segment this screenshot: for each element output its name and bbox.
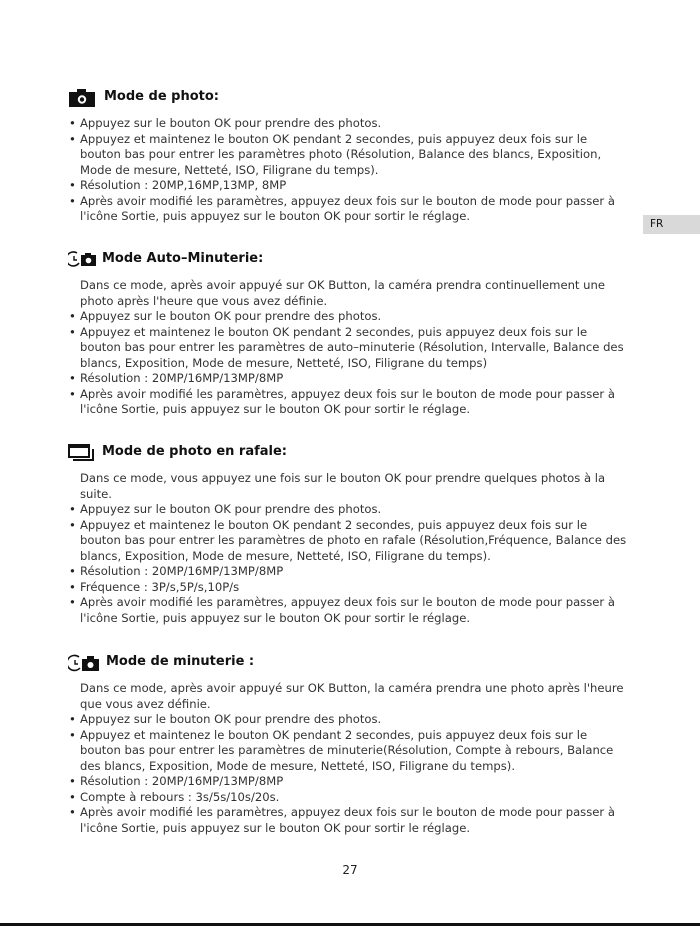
section-self-timer-mode: [68, 250, 628, 418]
section-intro: Dans ce mode, vous appuyez une fois sur le bouton OK pour prendre quelques photos à la suite.: [80, 471, 606, 501]
list-item: • Appuyez sur le bouton OK pour prendre des photos.: [68, 116, 628, 132]
list-item: • Après avoir modifié les paramètres, appuyez deux fois sur le bouton de mode pour passer à l'icône Sortie, puis appuyez sur le bouton OK pour sortir le réglage.: [68, 387, 628, 418]
list-item: • Résolution : 20MP,16MP,13MP, 8MP: [68, 178, 628, 194]
section-heading: [68, 443, 628, 465]
timer-camera-icon: [68, 653, 100, 677]
section-title: Mode Auto–Minuterie:: [102, 251, 264, 266]
list-item: • Résolution : 20MP/16MP/13MP/8MP: [68, 774, 628, 790]
language-tab: FR: [643, 215, 700, 234]
section-title: Mode de photo en rafale:: [102, 444, 288, 459]
self-timer-camera-icon: [68, 250, 98, 272]
list-item: • Appuyez sur le bouton OK pour prendre des photos.: [68, 712, 628, 728]
list-item: • Appuyez et maintenez le bouton OK pendant 2 secondes, puis appuyez deux fois sur le bouton bas pour entrer les paramètres de minuterie(Résolution, Compte à rebours, Balance des blancs, Exposition, Mode de mesure, Netteté, ISO, Filigrane du temps).: [68, 728, 628, 775]
list-item: • Après avoir modifié les paramètres, appuyez deux fois sur le bouton de mode pour passer à l'icône Sortie, puis appuyez sur le bouton OK pour sortir le réglage.: [68, 194, 628, 225]
section-heading: [68, 250, 628, 272]
section-intro: Dans ce mode, après avoir appuyé sur OK Button, la caméra prendra une photo après l'heure que vous avez définie.: [80, 681, 624, 711]
page-number: 27: [342, 863, 358, 877]
section-photo-mode: [68, 88, 628, 225]
list-item: • Résolution : 20MP/16MP/13MP/8MP: [68, 371, 628, 387]
camera-icon: [68, 88, 96, 112]
section-heading: [68, 88, 628, 110]
burst-photo-icon: [68, 443, 96, 467]
list-item: • Après avoir modifié les paramètres, appuyez deux fois sur le bouton de mode pour passer à l'icône Sortie, puis appuyez sur le bouton OK pour sortir le réglage.: [68, 805, 628, 836]
list-item: • Appuyez sur le bouton OK pour prendre des photos.: [68, 502, 628, 518]
section-intro: Dans ce mode, après avoir appuyé sur OK Button, la caméra prendra continuellement une photo après l'heure que vous avez définie.: [80, 278, 605, 308]
list-item: • Appuyez et maintenez le bouton OK pendant 2 secondes, puis appuyez deux fois sur le bouton bas pour entrer les paramètres photo (Résolution, Balance des blancs, Exposition, Mode de mesure, Netteté, ISO, Filigrane du temps).: [68, 132, 628, 179]
list-item: • Appuyez sur le bouton OK pour prendre des photos.: [68, 309, 628, 325]
list-item: • Résolution : 20MP/16MP/13MP/8MP: [68, 564, 628, 580]
list-item: • Appuyez et maintenez le bouton OK pendant 2 secondes, puis appuyez deux fois sur le bouton bas pour entrer les paramètres de auto–minuterie (Résolution, Intervalle, Balance des blancs, Exposition, Mode de mesure, Netteté, ISO, Filigrane du temps): [68, 325, 628, 372]
list-item: • Après avoir modifié les paramètres, appuyez deux fois sur le bouton de mode pour passer à l'icône Sortie, puis appuyez sur le bouton OK pour sortir le réglage.: [68, 595, 628, 626]
section-heading: [68, 653, 628, 675]
section-title: Mode de minuterie :: [106, 654, 255, 669]
list-item: • Compte à rebours : 3s/5s/10s/20s.: [68, 790, 628, 806]
section-title: Mode de photo:: [104, 89, 220, 104]
bottom-rule: [0, 923, 700, 926]
section-timer-mode: [68, 653, 628, 836]
section-burst-mode: [68, 443, 628, 626]
list-item: • Appuyez et maintenez le bouton OK pendant 2 secondes, puis appuyez deux fois sur le bouton bas pour entrer les paramètres de photo en rafale (Résolution,Fréquence, Balance des blancs, Exposition, Mode de mesure, Netteté, ISO, Filigrane du temps).: [68, 518, 628, 565]
list-item: • Fréquence : 3P/s,5P/s,10P/s: [68, 580, 628, 596]
